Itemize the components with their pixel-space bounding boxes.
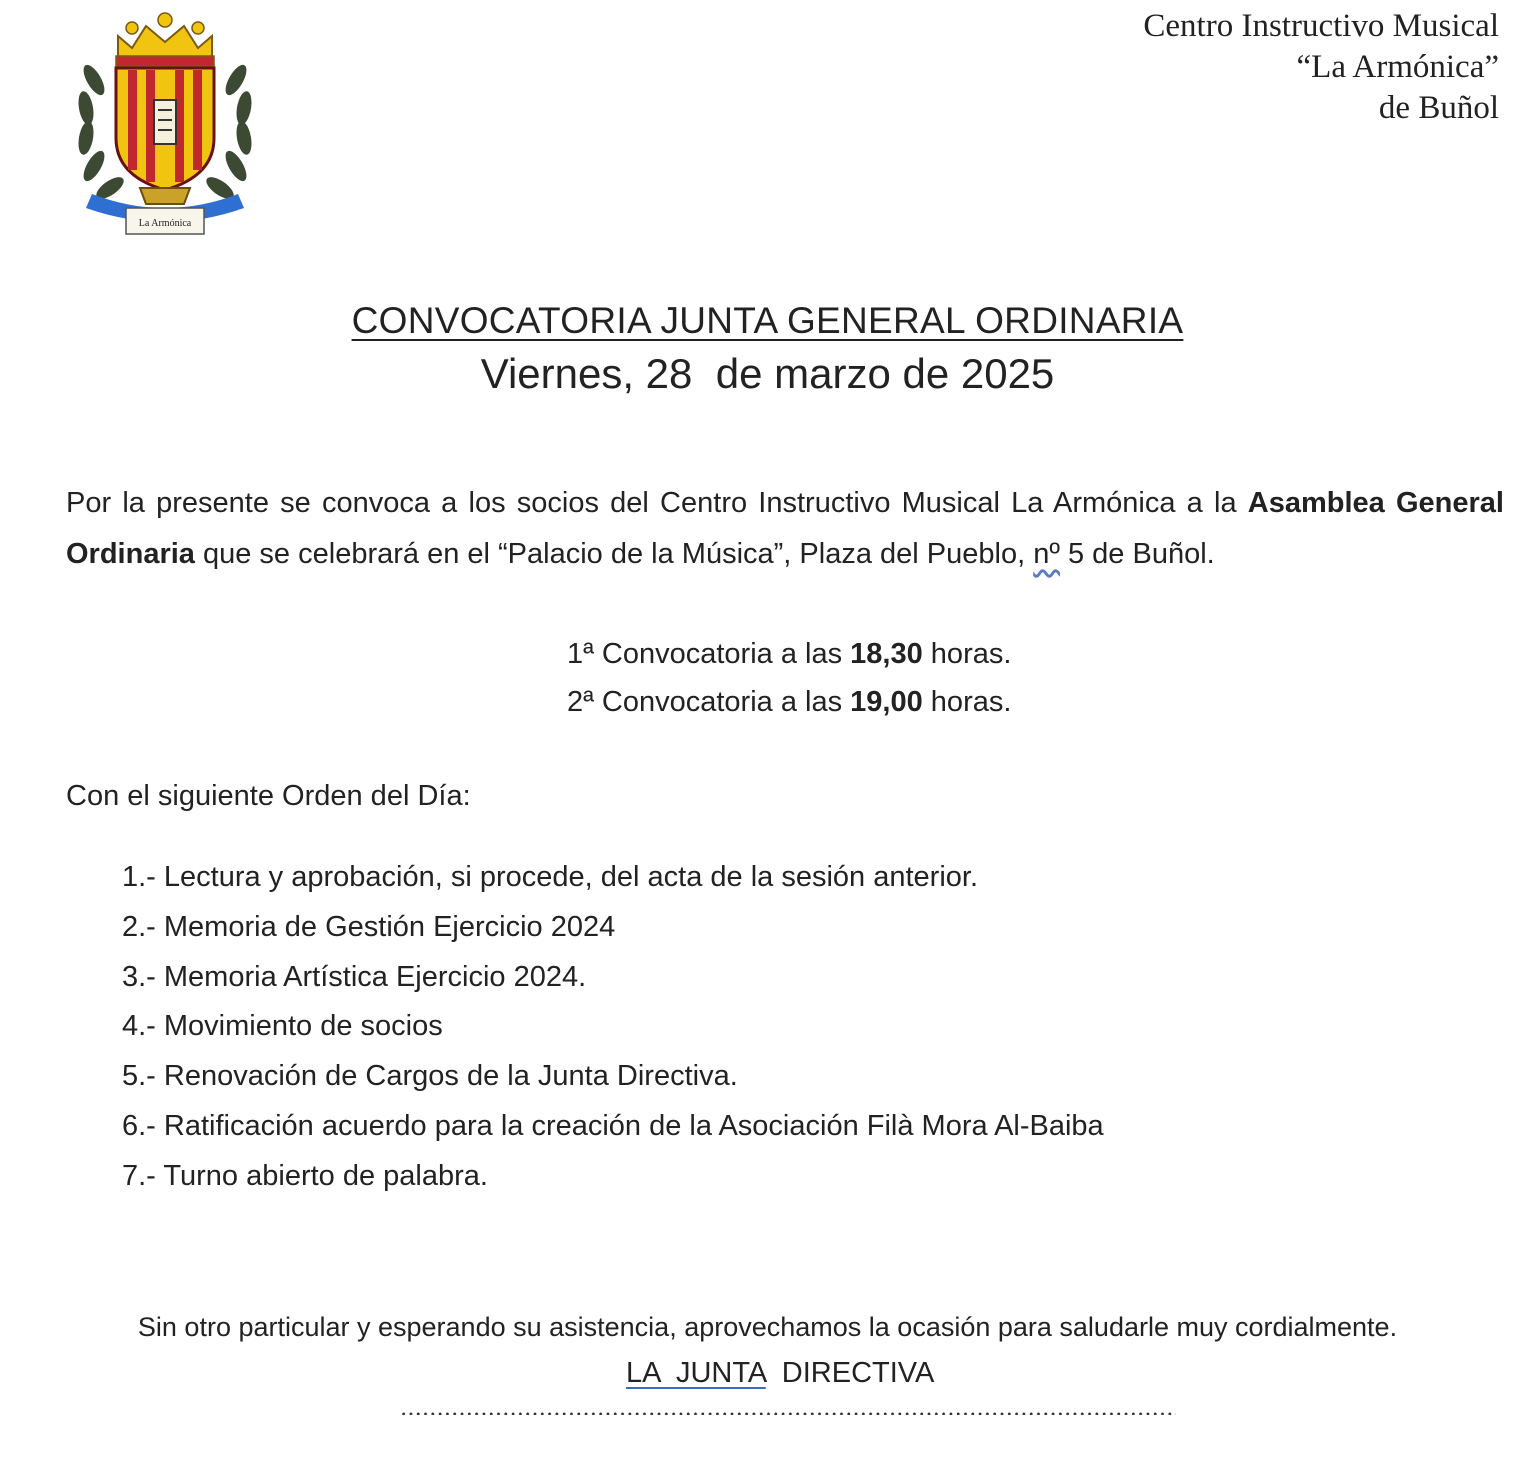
coat-of-arms-logo: [74, 8, 256, 240]
call-second: [567, 678, 1011, 726]
notice-title: [0, 300, 1535, 342]
agenda-heading: Con el siguiente Orden del Día:: [66, 780, 471, 812]
organization-name: [1143, 6, 1499, 129]
intro-number-abbr: nº: [1033, 538, 1060, 570]
call-first-suffix: horas.: [922, 638, 1012, 670]
signature: [626, 1357, 934, 1390]
agenda-item: 2.- Memoria de Gestión Ejercicio 2024: [122, 910, 616, 943]
notice-date: Viernes, 28 de marzo de 2025: [480, 350, 1055, 397]
org-line-2: “La Armónica”: [1296, 49, 1499, 85]
call-second-prefix: 2ª Convocatoria a las: [567, 686, 851, 718]
call-first-prefix: 1ª Convocatoria a las: [567, 638, 851, 670]
agenda-list: [122, 853, 1104, 1202]
agenda-item: 1.- Lectura y aprobación, si procede, del acta de la sesión anterior.: [122, 861, 979, 893]
org-line-3: de Buñol: [1378, 90, 1499, 126]
agenda-item: 4.- Movimiento de socios: [122, 1010, 443, 1043]
dotted-separator: [400, 1412, 1176, 1415]
org-line-1: Centro Instructivo Musical: [1143, 8, 1499, 44]
call-first-time: 18,30: [850, 638, 923, 670]
closing-sentence: Sin otro particular y esperando su asistencia, aprovechamos la ocasión para saludarle muy cordialmente.: [137, 1312, 1398, 1342]
call-first: [567, 630, 1011, 678]
agenda-item: 7.- Turno abierto de palabra.: [122, 1159, 488, 1192]
intro-paragraph: [66, 478, 1504, 580]
call-second-time: 19,00: [850, 686, 923, 718]
notice-title-text: CONVOCATORIA JUNTA GENERAL ORDINARIA: [351, 300, 1184, 341]
call-second-suffix: horas.: [922, 686, 1012, 718]
logo-plate-text: La Armónica: [138, 218, 192, 229]
intro-text-2: que se celebrará en el “Palacio de la Música”, Plaza del Pueblo,: [194, 538, 1034, 570]
signature-part-a: LA JUNTA: [626, 1357, 766, 1389]
call-times: [567, 630, 1011, 726]
agenda-item: 5.- Renovación de Cargos de la Junta Directiva.: [122, 1060, 738, 1093]
intro-text-3: 5 de Buñol.: [1059, 538, 1215, 570]
intro-text-1: Por la presente se convoca a los socios del Centro Instructivo Musical La Armónica a la: [66, 487, 1248, 519]
agenda-item: 6.- Ratificación acuerdo para la creación de la Asociación Filà Mora Al-Baiba: [122, 1109, 1104, 1142]
intro-bold-assembly: Asamblea General Ordinaria: [66, 487, 1504, 570]
signature-part-b: DIRECTIVA: [765, 1357, 935, 1389]
agenda-item: 3.- Memoria Artística Ejercicio 2024.: [122, 960, 587, 993]
